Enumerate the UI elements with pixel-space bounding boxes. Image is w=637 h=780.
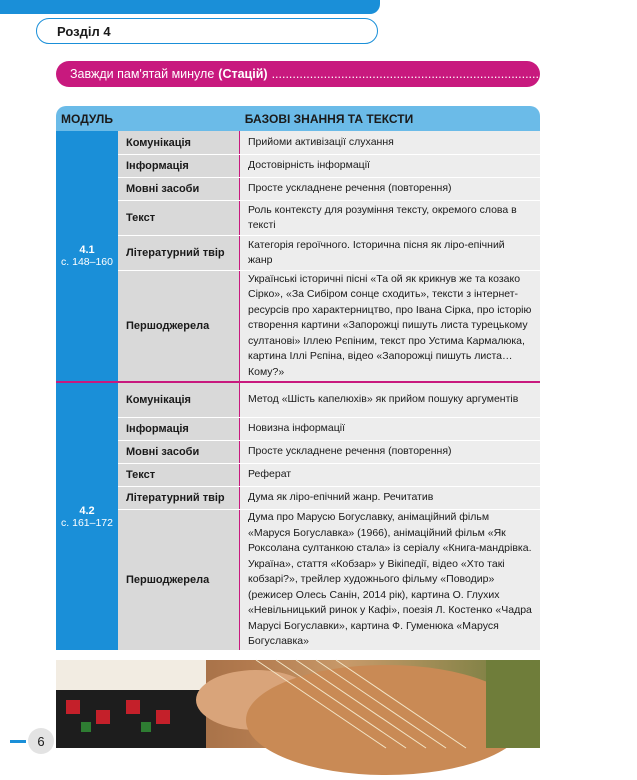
row-content: Роль контексту для розуміння тексту, окремого слова в тексті: [240, 201, 540, 235]
row-label: Мовні засоби: [118, 441, 240, 463]
header-module: МОДУЛЬ: [61, 111, 113, 126]
module-pages: с. 148–160: [61, 256, 113, 268]
row-label: Текст: [118, 464, 240, 486]
module-4-1: [56, 131, 540, 383]
page-number: [28, 728, 54, 754]
table-row: [118, 131, 540, 155]
module-number: 4.1: [79, 244, 95, 256]
table-row: [118, 487, 540, 510]
table-row: [118, 271, 540, 381]
module-cell: [56, 383, 118, 650]
row-label: Текст: [118, 201, 240, 235]
row-content: Прийоми активізації слухання: [240, 131, 540, 154]
module-cell: [56, 131, 118, 381]
row-label: Мовні засоби: [118, 178, 240, 200]
chapter-label: Розділ 4: [57, 23, 111, 39]
module-number: 4.2: [79, 504, 95, 517]
row-label: Комунікація: [118, 383, 240, 417]
row-content: Українські історичні пісні «Та ой як крикнув же та козако Сірко», «За Сибіром сонце сходить», тексти з інтернет-ресурсів про характерництво, про Івана Сірка, про історію створення картини «Запорожці пишуть листа турецькому султанові» Іллею Рєпіним, текст про Устима Кармалюка, картина Іллі Рєпіна, відео «Запорожці пишуть листа… Кому?»: [240, 271, 540, 381]
chapter-title: [36, 18, 378, 44]
row-content: Просте ускладнене речення (повторення): [240, 441, 540, 463]
topic-pages: 146–147: [588, 67, 637, 81]
topic-dots: ..........................................................................................: [271, 67, 585, 81]
bandura-illustration: [56, 660, 540, 748]
table-row: [118, 201, 540, 236]
page-number-label: 6: [37, 733, 45, 749]
bandura-photo: [56, 660, 540, 748]
table-row: [118, 441, 540, 464]
row-label: Першоджерела: [118, 510, 240, 650]
row-label: Комунікація: [118, 131, 240, 154]
page-dash: [10, 740, 26, 743]
table-header: [56, 106, 540, 131]
table-row: [118, 383, 540, 418]
table-row: [118, 464, 540, 487]
table-row: [118, 178, 540, 201]
row-content: Реферат: [240, 464, 540, 486]
row-label: Інформація: [118, 155, 240, 177]
table-row: [118, 510, 540, 650]
curriculum-table: [56, 106, 540, 650]
row-content: Просте ускладнене речення (повторення): [240, 178, 540, 200]
row-content: Дума про Марусю Богуславку, анімаційний фільм «Маруся Богуславка» (1966), анімаційний фільм «Як Роксолана султанкою стала» із серіалу «Книга-мандрівка. Україна», стаття «Кобзар» у Вікіпедії, відео «Хто такі кобзарі?», трейлер художнього фільму «Поводир» (режисер Олесь Санін, 2014 рік), картина О. Глухих «Невільницький ринок у Кафі», поезія Л. Костенко «Чадра Марусі Богуславки», картина Ф. Гуменюка «Маруся Богуславка»: [240, 510, 540, 650]
row-label: Літературний твір: [118, 236, 240, 270]
row-content: Новизна інформації: [240, 418, 540, 440]
row-content: Метод «Шість капелюхів» як прийом пошуку аргументів: [240, 383, 540, 417]
topic-bar: [56, 61, 637, 87]
row-label: Інформація: [118, 418, 240, 440]
topic-bold: (Стацій): [218, 67, 268, 81]
top-band: [0, 0, 380, 14]
table-row: [118, 418, 540, 441]
row-content: Дума як ліро-епічний жанр. Речитатив: [240, 487, 540, 509]
module-pages: с. 161–172: [61, 516, 113, 529]
topic-label: Завжди пам'ятай минуле: [70, 67, 215, 81]
row-label: Літературний твір: [118, 487, 240, 509]
table-row: [118, 236, 540, 271]
row-label: Першоджерела: [118, 271, 240, 381]
module-4-2: [56, 383, 540, 650]
table-row: [118, 155, 540, 178]
row-content: Достовірність інформації: [240, 155, 540, 177]
row-content: Категорія героїчного. Історична пісня як ліро-епічний жанр: [240, 236, 540, 270]
header-base: БАЗОВІ ЗНАННЯ ТА ТЕКСТИ: [244, 111, 414, 126]
